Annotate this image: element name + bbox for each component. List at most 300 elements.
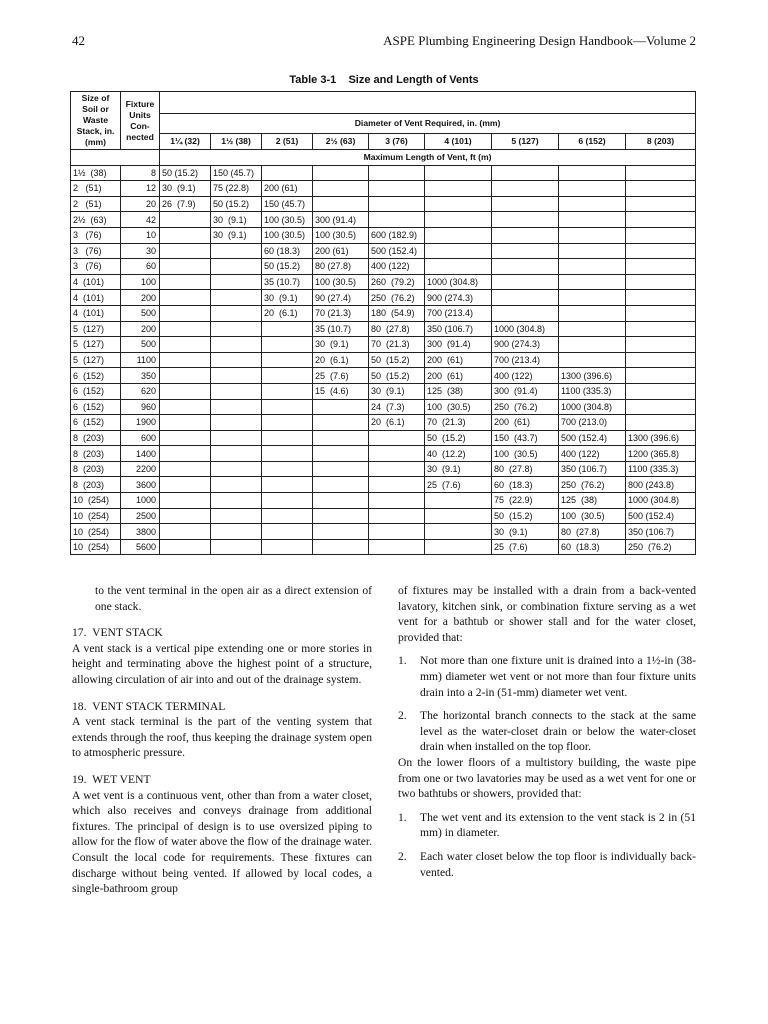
vent-length-cell: 30 (9.1)	[492, 524, 559, 540]
vent-length-cell: 80 (27.8)	[559, 524, 626, 540]
col-header-stack-size: Size of Soil or Waste Stack, in. (mm)	[71, 92, 121, 150]
vent-length-cell	[211, 539, 262, 555]
stack-size-cell: 1½ (38)	[71, 165, 121, 181]
vent-length-cell: 100 (30.5)	[425, 399, 492, 415]
vent-length-cell: 250 (76.2)	[492, 399, 559, 415]
col-header-diameter: Diameter of Vent Required, in. (mm)	[160, 113, 696, 133]
vent-length-cell	[160, 352, 211, 368]
vent-length-cell	[211, 399, 262, 415]
stack-size-cell: 6 (152)	[71, 383, 121, 399]
vent-length-cell	[313, 524, 369, 540]
vent-length-cell: 150 (45.7)	[211, 165, 262, 181]
vent-length-cell	[492, 243, 559, 259]
vent-length-cell: 1000 (304.8)	[626, 493, 696, 509]
fixture-units-cell: 1100	[121, 352, 160, 368]
vent-length-cell	[160, 508, 211, 524]
vent-length-cell	[425, 524, 492, 540]
vent-length-cell: 75 (22.8)	[211, 181, 262, 197]
table-header-row	[71, 92, 696, 114]
vent-length-cell: 15 (4.6)	[313, 383, 369, 399]
diameter-col-header: 1½ (38)	[211, 133, 262, 149]
left-column	[72, 583, 372, 897]
vent-length-cell	[160, 539, 211, 555]
table-row	[71, 430, 696, 446]
fixture-units-cell: 100	[121, 274, 160, 290]
vent-length-cell: 70 (21.3)	[369, 337, 425, 353]
section-19	[72, 772, 372, 897]
vent-length-cell	[369, 446, 425, 462]
vent-length-cell	[313, 196, 369, 212]
vent-length-cell: 350 (106.7)	[559, 461, 626, 477]
vent-length-cell	[262, 399, 313, 415]
vent-length-cell	[160, 368, 211, 384]
vent-length-cell	[626, 352, 696, 368]
vent-length-cell	[160, 274, 211, 290]
vent-length-cell: 1000 (304.8)	[492, 321, 559, 337]
fixture-units-cell: 620	[121, 383, 160, 399]
vent-length-cell: 30 (9.1)	[313, 337, 369, 353]
table-row	[71, 305, 696, 321]
fixture-units-cell: 350	[121, 368, 160, 384]
vent-length-cell	[559, 181, 626, 197]
col-header-max-length: Maximum Length of Vent, ft (m)	[160, 150, 696, 166]
vent-length-cell: 30 (9.1)	[211, 227, 262, 243]
vent-length-cell	[211, 461, 262, 477]
vent-length-cell: 80 (27.8)	[313, 259, 369, 275]
vent-length-cell: 50 (15.2)	[492, 508, 559, 524]
table-row	[71, 196, 696, 212]
vent-length-cell: 500 (152.4)	[626, 508, 696, 524]
vent-length-cell: 35 (10.7)	[313, 321, 369, 337]
vent-length-cell: 100 (30.5)	[262, 212, 313, 228]
vent-length-cell	[369, 461, 425, 477]
vent-length-cell	[211, 508, 262, 524]
vent-length-cell	[211, 477, 262, 493]
vent-length-cell	[425, 539, 492, 555]
vent-length-cell	[262, 415, 313, 431]
vent-length-cell: 300 (91.4)	[313, 212, 369, 228]
vent-length-cell: 80 (27.8)	[492, 461, 559, 477]
vent-length-cell: 700 (213.0)	[559, 415, 626, 431]
vent-length-cell: 20 (6.1)	[262, 305, 313, 321]
vent-length-cell	[160, 430, 211, 446]
fixture-units-cell: 20	[121, 196, 160, 212]
vent-length-cell	[626, 259, 696, 275]
fixture-units-cell: 500	[121, 305, 160, 321]
vent-length-cell	[160, 461, 211, 477]
vent-length-cell	[313, 165, 369, 181]
fixture-units-cell: 42	[121, 212, 160, 228]
vent-length-cell	[626, 337, 696, 353]
list-item-text: The wet vent and its extension to the vent stack is 2 in (51 mm) in diameter.	[420, 810, 696, 840]
vent-length-cell	[559, 352, 626, 368]
vent-length-cell	[369, 181, 425, 197]
vent-length-cell: 50 (15.2)	[211, 196, 262, 212]
vent-size-table	[70, 91, 696, 555]
stack-size-cell: 3 (76)	[71, 227, 121, 243]
table-row	[71, 274, 696, 290]
vent-length-cell: 1100 (335.3)	[559, 383, 626, 399]
vent-length-cell	[369, 508, 425, 524]
vent-length-cell	[425, 259, 492, 275]
vent-length-cell	[262, 493, 313, 509]
vent-length-cell	[313, 181, 369, 197]
vent-length-cell: 60 (18.3)	[492, 477, 559, 493]
fixture-units-cell: 1400	[121, 446, 160, 462]
vent-length-cell	[492, 305, 559, 321]
vent-length-cell: 1000 (304.8)	[425, 274, 492, 290]
vent-length-cell	[313, 399, 369, 415]
stack-size-cell: 2 (51)	[71, 196, 121, 212]
intro-paragraph: to the vent terminal in the open air as a direct extension of one stack.	[95, 584, 372, 613]
diameter-col-header: 5 (127)	[492, 133, 559, 149]
vent-length-cell	[262, 352, 313, 368]
section-heading: 18. VENT STACK TERMINAL	[72, 699, 226, 713]
stack-size-cell: 10 (254)	[71, 539, 121, 555]
stack-size-cell: 6 (152)	[71, 399, 121, 415]
vent-length-cell	[626, 165, 696, 181]
vent-length-cell	[492, 165, 559, 181]
vent-length-cell: 20 (6.1)	[369, 415, 425, 431]
vent-length-cell	[160, 227, 211, 243]
stack-size-cell: 2½ (63)	[71, 212, 121, 228]
spacer-cell	[160, 92, 696, 114]
vent-length-cell: 30 (9.1)	[211, 212, 262, 228]
vent-length-cell	[160, 305, 211, 321]
vent-length-cell: 200 (61)	[313, 243, 369, 259]
vent-length-cell	[211, 305, 262, 321]
vent-length-cell	[211, 415, 262, 431]
vent-length-cell	[559, 321, 626, 337]
table-header-row	[71, 150, 696, 166]
vent-length-cell	[626, 290, 696, 306]
vent-length-cell: 900 (274.3)	[492, 337, 559, 353]
fixture-units-cell: 200	[121, 321, 160, 337]
vent-length-cell: 150 (45.7)	[262, 196, 313, 212]
vent-length-cell	[211, 524, 262, 540]
vent-length-cell	[160, 259, 211, 275]
vent-length-cell: 50 (15.2)	[262, 259, 313, 275]
vent-length-cell	[262, 368, 313, 384]
vent-length-cell	[492, 181, 559, 197]
vent-length-cell	[559, 165, 626, 181]
vent-length-cell	[492, 212, 559, 228]
vent-length-cell: 300 (91.4)	[492, 383, 559, 399]
vent-length-cell: 75 (22.9)	[492, 493, 559, 509]
vent-length-cell	[160, 415, 211, 431]
vent-length-cell	[626, 212, 696, 228]
running-header: ASPE Plumbing Engineering Design Handbook—Volume 2	[383, 33, 696, 48]
vent-length-cell	[425, 181, 492, 197]
vent-length-cell: 500 (152.4)	[559, 430, 626, 446]
stack-size-cell: 8 (203)	[71, 430, 121, 446]
list-item	[398, 849, 696, 880]
fixture-units-cell: 960	[121, 399, 160, 415]
vent-length-cell	[559, 243, 626, 259]
vent-length-cell	[262, 165, 313, 181]
vent-length-cell: 50 (15.2)	[369, 368, 425, 384]
list-item-number: 2.	[398, 709, 407, 723]
vent-length-cell	[559, 274, 626, 290]
vent-length-cell: 100 (30.5)	[492, 446, 559, 462]
vent-length-cell: 50 (15.2)	[425, 430, 492, 446]
stack-size-cell: 6 (152)	[71, 368, 121, 384]
fixture-units-cell: 600	[121, 430, 160, 446]
vent-length-cell: 100 (30.5)	[313, 274, 369, 290]
vent-length-cell	[559, 290, 626, 306]
vent-length-cell: 1300 (396.6)	[559, 368, 626, 384]
vent-length-cell	[369, 477, 425, 493]
table-row	[71, 243, 696, 259]
paragraph: On the lower floors of a multistory building, the waste pipe from one or two lavatories may be used as a wet vent for one or two bathtubs or showers, provided that:	[398, 755, 696, 801]
table-row	[71, 399, 696, 415]
fixture-units-cell: 8	[121, 165, 160, 181]
vent-length-cell	[626, 399, 696, 415]
vent-length-cell	[626, 227, 696, 243]
diameter-col-header: 8 (203)	[626, 133, 696, 149]
diameter-col-header: 2 (51)	[262, 133, 313, 149]
vent-length-cell: 100 (30.5)	[313, 227, 369, 243]
list-item	[398, 810, 696, 841]
vent-length-cell: 60 (18.3)	[559, 539, 626, 555]
vent-length-cell: 900 (274.3)	[425, 290, 492, 306]
vent-length-cell	[313, 430, 369, 446]
vent-length-cell: 100 (30.5)	[559, 508, 626, 524]
stack-size-cell: 10 (254)	[71, 508, 121, 524]
vent-length-cell	[211, 337, 262, 353]
diameter-col-header: 1¼ (32)	[160, 133, 211, 149]
fixture-units-cell: 1000	[121, 493, 160, 509]
table-row	[71, 493, 696, 509]
vent-length-cell: 200 (61)	[492, 415, 559, 431]
vent-length-cell: 1100 (335.3)	[626, 461, 696, 477]
section-body: A vent stack is a vertical pipe extending one or more stories in height and terminating above the highest point of a structure, allowing circulation of air into and out of the drainage system.	[72, 641, 372, 686]
vent-length-cell: 400 (122)	[559, 446, 626, 462]
vent-length-cell	[559, 196, 626, 212]
fixture-units-cell: 500	[121, 337, 160, 353]
blank-header-cell	[71, 150, 160, 166]
vent-length-cell	[492, 259, 559, 275]
vent-length-cell	[492, 196, 559, 212]
vent-length-cell	[313, 508, 369, 524]
vent-length-cell: 200 (61)	[425, 352, 492, 368]
list-item-text: Not more than one fixture unit is drained into a 1½-in (38-mm) diameter wet vent or not more than four fixture units drain into a 2-in (51-mm) diameter wet vent.	[420, 654, 696, 699]
vent-length-cell: 260 (79.2)	[369, 274, 425, 290]
vent-length-cell: 70 (21.3)	[425, 415, 492, 431]
table-body	[71, 165, 696, 555]
vent-length-cell: 150 (43.7)	[492, 430, 559, 446]
stack-size-cell: 5 (127)	[71, 337, 121, 353]
vent-length-cell: 1300 (396.6)	[626, 430, 696, 446]
vent-length-cell	[425, 508, 492, 524]
vent-length-cell	[559, 305, 626, 321]
table-row	[71, 181, 696, 197]
vent-length-cell	[559, 259, 626, 275]
stack-size-cell: 6 (152)	[71, 415, 121, 431]
vent-length-cell	[313, 461, 369, 477]
vent-length-cell	[369, 493, 425, 509]
vent-length-cell	[626, 368, 696, 384]
vent-length-cell	[369, 539, 425, 555]
vent-length-cell	[211, 446, 262, 462]
vent-length-cell: 30 (9.1)	[369, 383, 425, 399]
vent-length-cell	[262, 508, 313, 524]
list-item	[398, 653, 696, 700]
vent-length-cell	[160, 212, 211, 228]
fixture-units-cell: 10	[121, 227, 160, 243]
stack-size-cell: 8 (203)	[71, 477, 121, 493]
vent-length-cell	[160, 383, 211, 399]
vent-size-table-container	[70, 91, 695, 555]
table-row	[71, 352, 696, 368]
table-row	[71, 321, 696, 337]
vent-length-cell: 250 (76.2)	[369, 290, 425, 306]
list-item	[398, 708, 696, 755]
vent-length-cell: 800 (243.8)	[626, 477, 696, 493]
vent-length-cell	[425, 243, 492, 259]
vent-length-cell: 350 (106.7)	[425, 321, 492, 337]
fixture-units-cell: 3800	[121, 524, 160, 540]
paragraph: of fixtures may be installed with a drain from a back-vented lavatory, kitchen sink, or combination fixture serving as a wet vent for a bathtub or shower stall and for the water closet, provided that:	[398, 584, 696, 644]
vent-length-cell	[559, 227, 626, 243]
section-heading: 19. WET VENT	[72, 772, 151, 786]
vent-length-cell	[262, 383, 313, 399]
table-row	[71, 290, 696, 306]
vent-length-cell	[559, 337, 626, 353]
vent-length-cell	[626, 383, 696, 399]
table-row	[71, 446, 696, 462]
vent-length-cell	[262, 539, 313, 555]
section-body: A vent stack terminal is the part of the venting system that extends through the roof, thus keeping the drainage system open to atmospheric pressure.	[72, 715, 372, 760]
stack-size-cell: 3 (76)	[71, 259, 121, 275]
vent-length-cell	[626, 321, 696, 337]
vent-length-cell: 26 (7.9)	[160, 196, 211, 212]
vent-length-cell: 25 (7.6)	[313, 368, 369, 384]
vent-length-cell	[425, 227, 492, 243]
vent-length-cell: 700 (213.4)	[492, 352, 559, 368]
table-row	[71, 368, 696, 384]
vent-length-cell	[262, 321, 313, 337]
table-row	[71, 415, 696, 431]
vent-length-cell	[211, 290, 262, 306]
vent-length-cell	[492, 274, 559, 290]
vent-length-cell	[425, 493, 492, 509]
section-body: A wet vent is a continuous vent, other than from a water closet, which also receives and conveys drainage from additional fixtures. The principal of design is to use oversized piping to allow for the flow of water above the flow of the drainage water. Consult the local code for requirements. These fixtures can discharge without being vented. If allowed by local codes, a single-bathroom group	[72, 788, 372, 896]
vent-length-cell	[313, 415, 369, 431]
table-row	[71, 227, 696, 243]
section-18	[72, 699, 372, 761]
vent-length-cell	[313, 477, 369, 493]
table-row	[71, 477, 696, 493]
vent-length-cell: 125 (38)	[425, 383, 492, 399]
table-row	[71, 337, 696, 353]
table-row	[71, 508, 696, 524]
stack-size-cell: 8 (203)	[71, 461, 121, 477]
section-17	[72, 625, 372, 687]
vent-length-cell	[492, 227, 559, 243]
page-number: 42	[72, 33, 85, 48]
vent-length-cell	[211, 321, 262, 337]
stack-size-cell: 4 (101)	[71, 274, 121, 290]
vent-length-cell	[262, 461, 313, 477]
vent-length-cell	[425, 196, 492, 212]
stack-size-cell: 3 (76)	[71, 243, 121, 259]
diameter-col-header: 2½ (63)	[313, 133, 369, 149]
fixture-units-cell: 5600	[121, 539, 160, 555]
vent-length-cell	[211, 259, 262, 275]
vent-length-cell	[626, 196, 696, 212]
fixture-units-cell: 12	[121, 181, 160, 197]
stack-size-cell: 8 (203)	[71, 446, 121, 462]
vent-length-cell: 25 (7.6)	[425, 477, 492, 493]
vent-length-cell: 30 (9.1)	[160, 181, 211, 197]
table-row	[71, 539, 696, 555]
vent-length-cell	[626, 415, 696, 431]
vent-length-cell	[313, 539, 369, 555]
vent-length-cell: 35 (10.7)	[262, 274, 313, 290]
vent-length-cell: 500 (152.4)	[369, 243, 425, 259]
vent-length-cell	[262, 430, 313, 446]
stack-size-cell: 10 (254)	[71, 493, 121, 509]
stack-size-cell: 4 (101)	[71, 290, 121, 306]
vent-length-cell	[313, 446, 369, 462]
fixture-units-cell: 60	[121, 259, 160, 275]
vent-length-cell	[160, 524, 211, 540]
fixture-units-cell: 2200	[121, 461, 160, 477]
diameter-header-row	[71, 133, 696, 149]
numbered-list	[398, 810, 696, 880]
vent-length-cell: 80 (27.8)	[369, 321, 425, 337]
vent-length-cell	[160, 243, 211, 259]
right-column	[398, 583, 696, 880]
vent-length-cell: 90 (27.4)	[313, 290, 369, 306]
vent-length-cell: 50 (15.2)	[160, 165, 211, 181]
vent-length-cell	[211, 368, 262, 384]
vent-length-cell: 25 (7.6)	[492, 539, 559, 555]
vent-length-cell	[626, 305, 696, 321]
col-header-fixture-units: Fixture Units Con- nected	[121, 92, 160, 150]
vent-length-cell: 40 (12.2)	[425, 446, 492, 462]
vent-length-cell	[211, 493, 262, 509]
vent-length-cell	[425, 212, 492, 228]
vent-length-cell: 200 (61)	[425, 368, 492, 384]
vent-length-cell	[626, 274, 696, 290]
vent-length-cell: 1200 (365.8)	[626, 446, 696, 462]
table-title: Table 3-1 Size and Length of Vents	[289, 74, 479, 86]
numbered-list	[398, 653, 696, 755]
vent-length-cell: 600 (182.9)	[369, 227, 425, 243]
vent-length-cell	[262, 446, 313, 462]
diameter-col-header: 6 (152)	[559, 133, 626, 149]
vent-length-cell	[160, 493, 211, 509]
vent-length-cell	[369, 212, 425, 228]
vent-length-cell: 400 (122)	[492, 368, 559, 384]
vent-length-cell	[369, 196, 425, 212]
section-heading: 17. VENT STACK	[72, 626, 163, 640]
vent-length-cell	[160, 399, 211, 415]
list-item-text: Each water closet below the top floor is individually back-vented.	[420, 849, 696, 879]
vent-length-cell: 300 (91.4)	[425, 337, 492, 353]
vent-length-cell	[492, 290, 559, 306]
vent-length-cell	[211, 383, 262, 399]
table-row	[71, 165, 696, 181]
vent-length-cell	[369, 524, 425, 540]
vent-length-cell: 30 (9.1)	[262, 290, 313, 306]
table-row	[71, 524, 696, 540]
vent-length-cell	[262, 477, 313, 493]
vent-length-cell	[160, 446, 211, 462]
vent-length-cell	[160, 337, 211, 353]
